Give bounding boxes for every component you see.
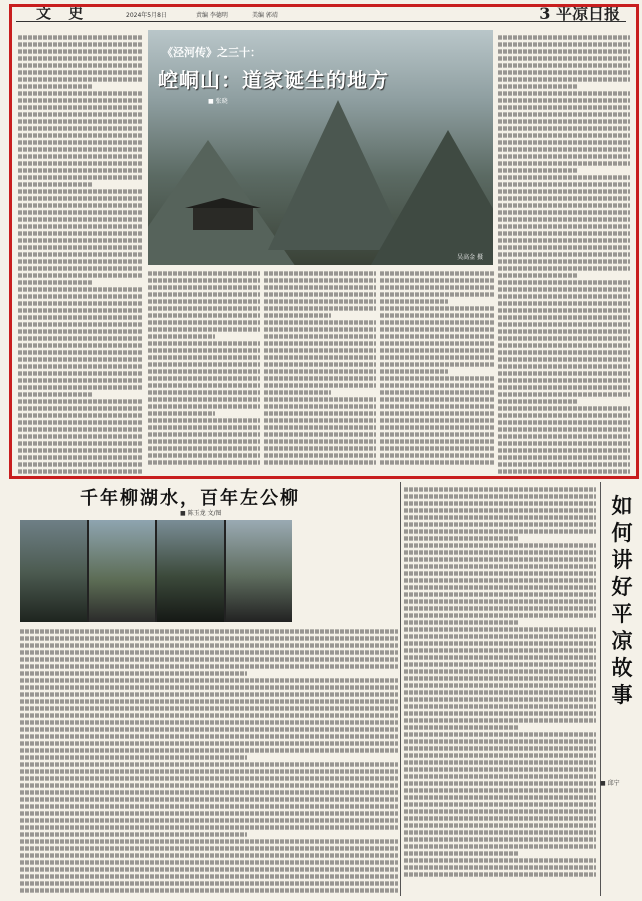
feature-kicker: 《泾河传》之三十：: [162, 46, 261, 59]
bottom-photo: [89, 520, 156, 622]
article-column: [498, 34, 630, 474]
feature-photo: [148, 30, 493, 265]
article-column: [380, 270, 494, 474]
column-divider: [600, 482, 601, 896]
feature-headline: 崆峒山：道家诞生的地方: [158, 68, 389, 92]
editor-credit: 责编 李德明: [196, 12, 228, 19]
bottom-byline: ■ 陈玉龙 文/图: [180, 510, 222, 517]
bottom-photo-strip: [20, 520, 292, 622]
bottom-photo: [157, 520, 224, 622]
article-column: [264, 270, 376, 474]
right-author: ■ 邱宁: [600, 780, 620, 787]
right-headline: 如何讲好平凉故事: [611, 493, 633, 707]
section-title: 文 史: [36, 4, 90, 22]
photo-caption: 吴高金 摄: [457, 254, 483, 261]
issue-date: 2024年5月8日: [126, 12, 167, 19]
designer-credit: 美编 郭靖: [252, 12, 278, 19]
feature-byline: ■ 张晓: [208, 98, 228, 105]
newspaper-masthead: 3 平凉日报: [539, 4, 620, 23]
article-column: [148, 270, 260, 474]
article-column: [18, 34, 143, 474]
bottom-headline: 千年柳湖水，百年左公柳: [80, 488, 300, 509]
temple-illustration: [193, 208, 253, 230]
bottom-photo: [226, 520, 293, 622]
right-article-text: [404, 486, 596, 896]
bottom-photo: [20, 520, 87, 622]
bottom-article-text: [20, 628, 398, 896]
column-divider: [400, 482, 401, 896]
